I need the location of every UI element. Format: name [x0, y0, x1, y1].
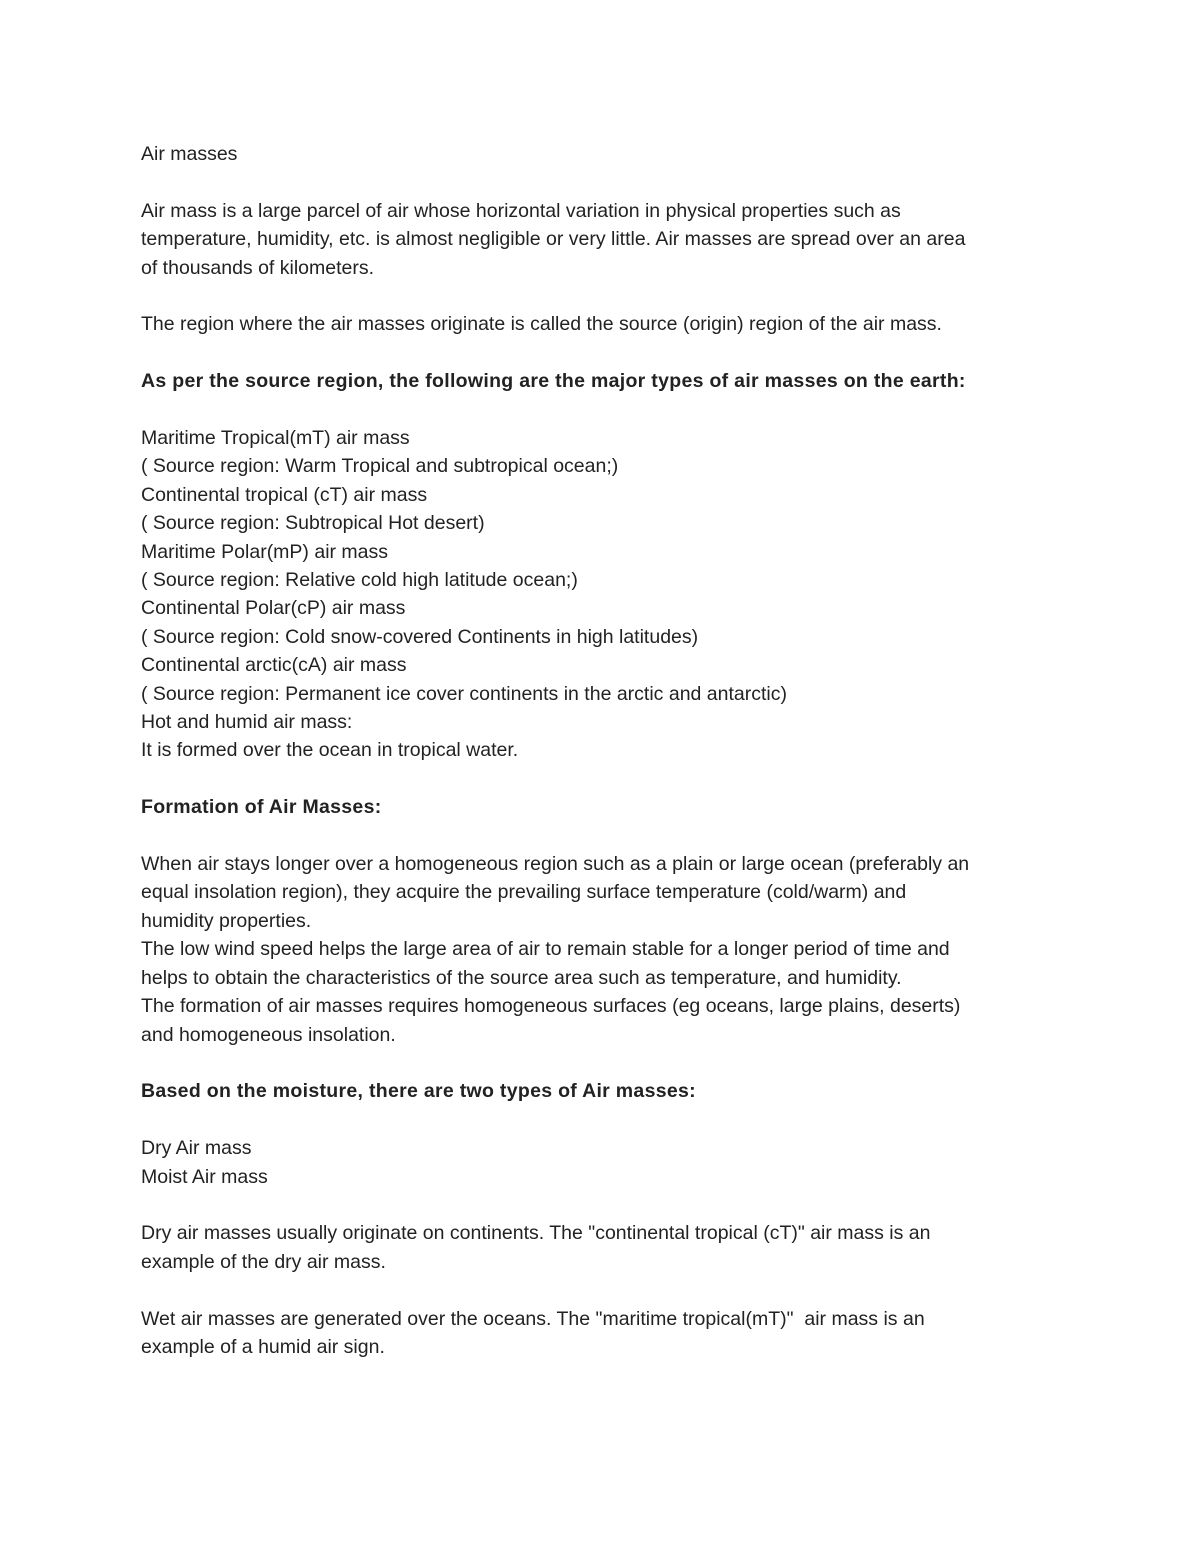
spacer: [141, 1276, 1071, 1304]
types-list-item: ( Source region: Subtropical Hot desert): [141, 512, 485, 535]
moisture-type-item: Moist Air mass: [141, 1165, 268, 1188]
intro-line-2: temperature, humidity, etc. is almost negligible or very little. Air masses are spread over an area: [141, 228, 966, 251]
types-heading: As per the source region, the following are the major types of air masses on the earth:: [141, 370, 966, 393]
spacer: [141, 765, 1071, 793]
types-list-item: Continental Polar(cP) air mass: [141, 597, 406, 620]
formation-heading: Formation of Air Masses:: [141, 796, 382, 819]
intro-line-1: Air mass is a large parcel of air whose horizontal variation in physical properties such as: [141, 199, 901, 222]
spacer: [141, 1106, 1071, 1134]
dry-paragraph-line-1: Dry air masses usually originate on continents. The "continental tropical (cT)" air mass is an: [141, 1222, 931, 1245]
types-list-item: ( Source region: Permanent ice cover continents in the arctic and antarctic): [141, 682, 787, 705]
types-list-item: Continental arctic(cA) air mass: [141, 654, 407, 677]
dry-paragraph-line-2: example of the dry air mass.: [141, 1250, 386, 1273]
formation-line: equal insolation region), they acquire the prevailing surface temperature (cold/warm) and: [141, 881, 907, 904]
formation-line: The low wind speed helps the large area of air to remain stable for a longer period of time and: [141, 938, 950, 961]
intro-line-3: of thousands of kilometers.: [141, 256, 375, 279]
spacer: [141, 396, 1071, 424]
spacer: [141, 282, 1071, 310]
types-list-item: ( Source region: Warm Tropical and subtropical ocean;): [141, 455, 619, 478]
spacer: [141, 168, 1071, 196]
types-list-item: Maritime Polar(mP) air mass: [141, 540, 389, 563]
spacer: [141, 822, 1071, 850]
formation-line: humidity properties.: [141, 909, 312, 932]
formation-line: The formation of air masses requires homogeneous surfaces (eg oceans, large plains, deserts): [141, 995, 961, 1018]
formation-line: and homogeneous insolation.: [141, 1023, 396, 1046]
moisture-type-item: Dry Air mass: [141, 1137, 252, 1160]
moisture-heading: Based on the moisture, there are two types of Air masses:: [141, 1080, 696, 1103]
types-list-item: Hot and humid air mass:: [141, 711, 353, 734]
types-list-item: ( Source region: Cold snow-covered Continents in high latitudes): [141, 625, 699, 648]
formation-line: When air stays longer over a homogeneous region such as a plain or large ocean (preferably an: [141, 853, 970, 876]
spacer: [141, 1191, 1071, 1219]
wet-paragraph-line-2: example of a humid air sign.: [141, 1335, 385, 1358]
source-region-paragraph: The region where the air masses originate is called the source (origin) region of the air mass.: [141, 313, 942, 336]
types-list-item: ( Source region: Relative cold high latitude ocean;): [141, 569, 578, 592]
spacer: [141, 339, 1071, 367]
types-list-item: Continental tropical (cT) air mass: [141, 483, 428, 506]
document-title: Air masses: [141, 143, 238, 165]
spacer: [141, 1049, 1071, 1077]
formation-line: helps to obtain the characteristics of the source area such as temperature, and humidity.: [141, 966, 902, 989]
types-list-item: It is formed over the ocean in tropical water.: [141, 739, 519, 762]
types-list-item: Maritime Tropical(mT) air mass: [141, 427, 410, 449]
document-page: [141, 140, 1071, 1361]
wet-paragraph-line-1: Wet air masses are generated over the oceans. The "maritime tropical(mT)" air mass is an: [141, 1307, 925, 1330]
